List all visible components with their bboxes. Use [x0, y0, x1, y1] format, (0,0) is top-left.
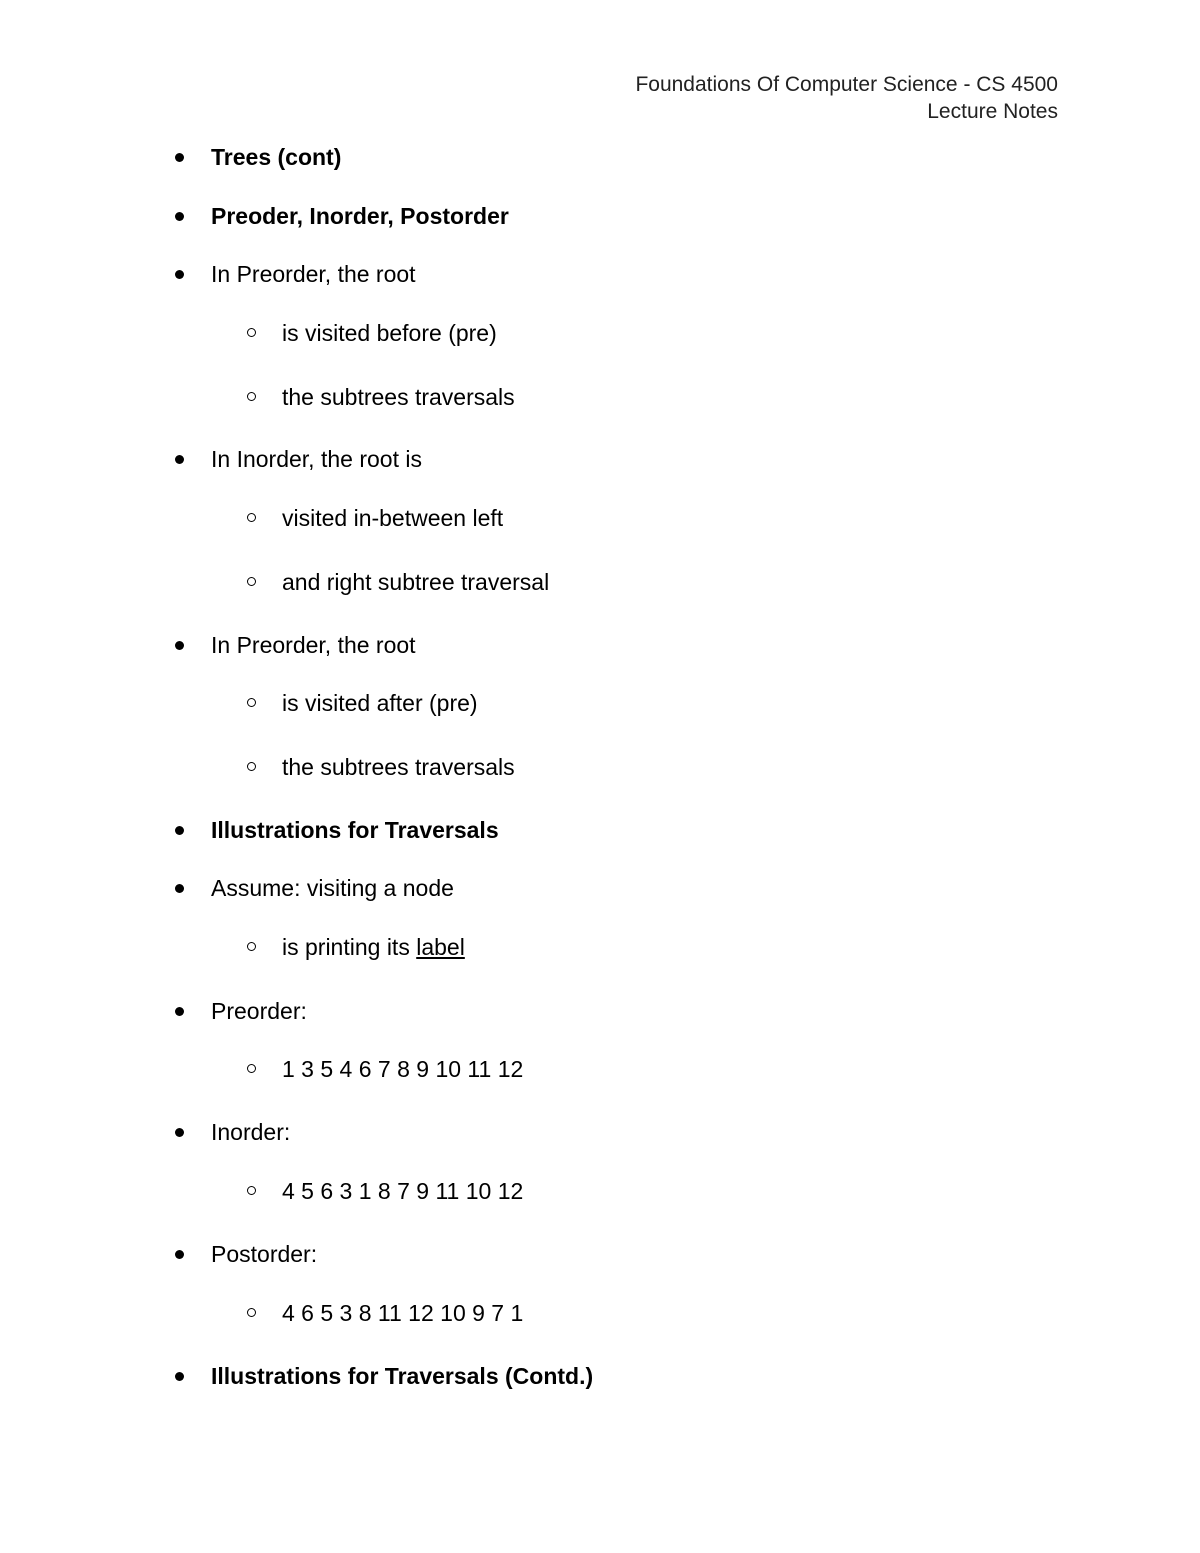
item-text: is printing its — [282, 934, 417, 960]
item-text: is visited after (pre) — [282, 690, 478, 716]
circle-bullet-icon — [247, 762, 256, 771]
circle-bullet-icon — [247, 1186, 256, 1195]
item-text: In Inorder, the root is — [211, 446, 422, 472]
bullet-icon — [175, 1250, 184, 1259]
list-item — [211, 260, 416, 288]
item-text: Postorder: — [211, 1241, 318, 1267]
item-text: Assume: visiting a node — [211, 875, 454, 901]
item-text: In Preorder, the root — [211, 632, 416, 658]
list-item — [211, 202, 509, 230]
item-text: visited in-between left — [282, 505, 504, 531]
bullet-icon — [175, 1128, 184, 1137]
item-text: In Preorder, the root — [211, 261, 416, 287]
bullet-icon — [175, 884, 184, 893]
item-text: Preorder: — [211, 998, 307, 1024]
circle-bullet-icon — [247, 1308, 256, 1317]
bullet-icon — [175, 826, 184, 835]
list-item — [211, 445, 422, 473]
list-item — [211, 1118, 290, 1146]
list-item — [211, 816, 499, 844]
item-text: the subtrees traversals — [282, 384, 515, 410]
list-subitem — [282, 383, 515, 411]
list-subitem — [282, 1055, 523, 1083]
list-subitem — [282, 753, 515, 781]
bullet-icon — [175, 270, 184, 279]
sequence-text: 4 6 5 3 8 11 12 10 9 7 1 — [282, 1300, 524, 1326]
circle-bullet-icon — [247, 1064, 256, 1073]
sequence-text: 1 3 5 4 6 7 8 9 10 11 12 — [282, 1056, 524, 1082]
list-subitem — [282, 689, 478, 717]
item-text: Illustrations for Traversals (Contd.) — [211, 1363, 594, 1389]
course-title: Foundations Of Computer Science - CS 4500 — [635, 73, 1058, 96]
circle-bullet-icon — [247, 513, 256, 522]
page-header — [635, 71, 1058, 125]
item-text: Trees (cont) — [211, 144, 342, 170]
list-subitem — [282, 1177, 523, 1205]
item-text: Preoder, Inorder, Postorder — [211, 203, 509, 229]
item-text: is visited before (pre) — [282, 320, 497, 346]
bullet-icon — [175, 1007, 184, 1016]
item-text: Illustrations for Traversals — [211, 817, 499, 843]
underlined-term: label — [416, 934, 465, 960]
bullet-icon — [175, 212, 184, 221]
list-item — [211, 1362, 593, 1390]
circle-bullet-icon — [247, 698, 256, 707]
list-item — [211, 631, 416, 659]
list-item — [211, 874, 454, 902]
sequence-text: 4 5 6 3 1 8 7 9 11 10 12 — [282, 1178, 524, 1204]
bullet-icon — [175, 1372, 184, 1381]
list-subitem — [282, 1299, 523, 1327]
list-subitem — [282, 568, 549, 596]
list-item — [211, 997, 307, 1025]
bullet-icon — [175, 153, 184, 162]
list-subitem — [282, 319, 497, 347]
item-text: Inorder: — [211, 1119, 291, 1145]
circle-bullet-icon — [247, 942, 256, 951]
list-item — [211, 1240, 317, 1268]
circle-bullet-icon — [247, 328, 256, 337]
bullet-icon — [175, 455, 184, 464]
document-type: Lecture Notes — [927, 100, 1058, 123]
item-text: the subtrees traversals — [282, 754, 515, 780]
list-subitem — [282, 933, 465, 961]
item-text: and right subtree traversal — [282, 569, 550, 595]
list-item — [211, 143, 341, 171]
circle-bullet-icon — [247, 392, 256, 401]
circle-bullet-icon — [247, 577, 256, 586]
bullet-icon — [175, 641, 184, 650]
list-subitem — [282, 504, 503, 532]
